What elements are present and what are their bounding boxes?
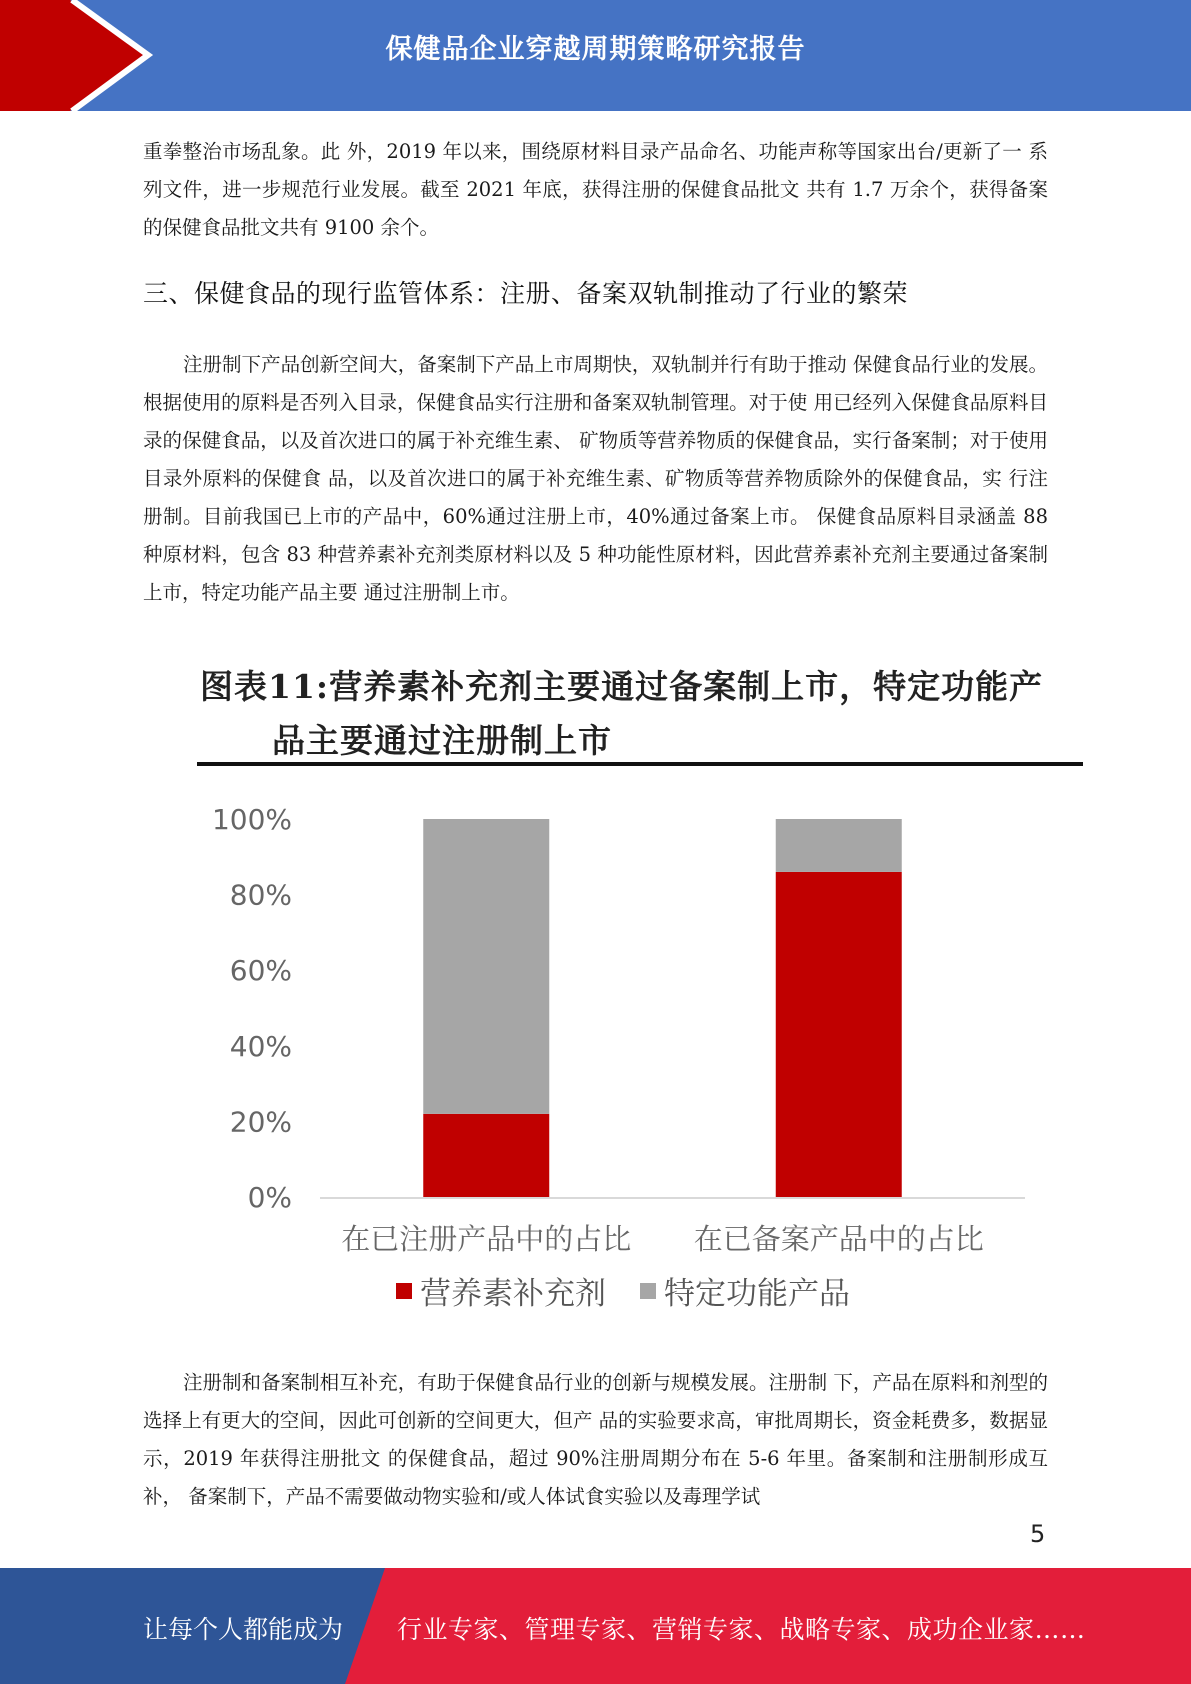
- footer-slogan-left: 让每个人都能成为: [143, 1615, 344, 1644]
- y-tick-label: 100%: [211, 803, 292, 836]
- y-tick-label: 60%: [229, 954, 292, 988]
- body-paragraph-2: 注册制下产品创新空间大，备案制下产品上市周期快，双轨制并行有助于推动 保健食品行业的发展。 根据使用的原料是否列入目录，保健食品实行注册和备案双轨制管理。对于使 用已经列入保健食品原料目录的保健食品，以及首次进口的属于补充维生素、 矿物质等营养物质的保健食品，实行备案制；对于使用目录外原料的保健食 品，以及首次进口的属于补充维生素、矿物质等营养物质除外的保健食品，实 行注册制。目前我国已上市的产品中，60%通过注册上市，40%通过备案上市。 保健食品原料目录涵盖 88 种原材料，包含 83 种营养素补充剂类原材料以及 5 种功能性原材料，因此营养素补充剂主要通过备案制上市，特定功能产品主要 通过注册制上市。: [143, 353, 1048, 604]
- bar-segment-nutrient: [423, 1114, 549, 1197]
- legend-swatch-functional: [640, 1283, 656, 1299]
- bar-segment-functional: [776, 819, 902, 872]
- x-category-label: 在已注册产品中的占比: [341, 1222, 632, 1255]
- footer-slogan-right: 行业专家、管理专家、营销专家、战略专家、成功企业家……: [397, 1615, 1086, 1644]
- page-number: 5: [1030, 1520, 1046, 1548]
- body-paragraph-1: 重拳整治市场乱象。此 外，2019 年以来，围绕原材料目录产品命名、功能声称等国家出台/更新了一 系列文件，进一步规范行业发展。截至 2021 年底，获得注册的保健食品批文 共有 1.7 万余个，获得备案的保健食品批文共有 9100 余个。: [143, 140, 1048, 239]
- body-paragraph-3: 注册制和备案制相互补充，有助于保健食品行业的创新与规模发展。注册制 下，产品在原料和剂型的选择上有更大的空间，因此可创新的空间更大，但产 品的实验要求高，审批周期长，资金耗费多，数据显示，2019 年获得注册批文 的保健食品，超过 90%注册周期分布在 5-6 年里。备案制和注册制形成互补， 备案制下，产品不需要做动物实验和/或人体试食实验以及毒理学试: [143, 1371, 1048, 1508]
- section-heading: 三、保健食品的现行监管体系：注册、备案双轨制推动了行业的繁荣: [143, 279, 909, 308]
- bar-segment-functional: [423, 819, 549, 1114]
- legend-label-nutrient: 营养素补充剂: [420, 1276, 606, 1312]
- report-title: 保健品企业穿越周期策略研究报告: [385, 34, 806, 65]
- bar-segment-nutrient: [776, 872, 902, 1197]
- chart-title-line-2: 品主要通过注册制上市: [272, 721, 612, 760]
- y-tick-label: 40%: [229, 1029, 292, 1063]
- legend-item-functional: [640, 1268, 850, 1313]
- legend-item-nutrient: [396, 1268, 606, 1313]
- y-tick-label: 20%: [229, 1105, 292, 1139]
- chart-title: [200, 660, 1080, 768]
- chart-legend: [396, 1268, 884, 1313]
- y-tick-label: 0%: [247, 1181, 292, 1214]
- y-tick-label: 80%: [229, 878, 292, 912]
- legend-swatch-nutrient: [396, 1283, 412, 1299]
- chart-title-line-1: 图表11:营养素补充剂主要通过备案制上市，特定功能产: [200, 667, 1044, 706]
- chart-title-rule: [197, 762, 1083, 766]
- legend-label-functional: 特定功能产品: [664, 1276, 850, 1312]
- stacked-bar-chart: [200, 795, 1030, 1255]
- x-category-label: 在已备案产品中的占比: [693, 1222, 984, 1255]
